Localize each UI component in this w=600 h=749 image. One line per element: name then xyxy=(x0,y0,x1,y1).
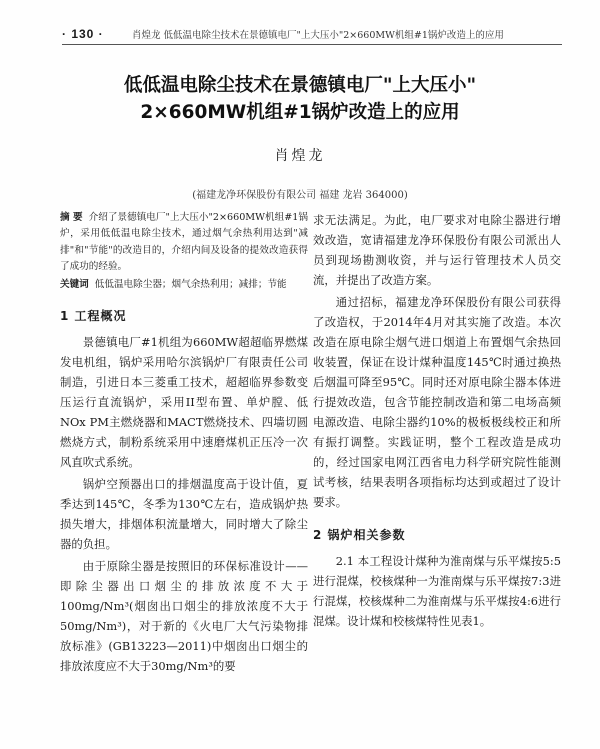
title-block xyxy=(0,72,600,201)
keywords xyxy=(60,277,308,293)
paragraph: 锅炉空预器出口的排烟温度高于设计值，夏季达到145℃，冬季为130℃左右，造成锅炉热损失增大，排烟体积流量增大，同时增大了除尘器的负担。 xyxy=(60,477,308,552)
abstract-label: 摘 要 xyxy=(60,212,83,223)
abstract xyxy=(60,210,308,275)
running-title: 肖煌龙 低低温电除尘技术在景德镇电厂"上大压小"2×660MW机组#1锅炉改造上的应用 xyxy=(132,30,504,41)
right-column xyxy=(313,210,561,631)
section-heading-2: 2 锅炉相关参数 xyxy=(313,528,406,542)
keywords-label: 关键词 xyxy=(60,279,89,291)
author-name: 肖煌龙 xyxy=(274,148,326,164)
paragraph: 景德镇电厂#1机组为660MW超超临界燃煤发电机组，锅炉采用哈尔滨锅炉厂有限责任公司制造，引进日本三菱重工技术，超超临界参数变压运行直流锅炉，采用II型布置、单炉膛、低NOx PM主燃烧器和MACT燃烧技术、四墙切圆燃烧方式，制粉系统采用中速磨煤机正压冷一次风直吹式系统。 xyxy=(60,335,308,470)
paragraph: 通过招标，福建龙净环保股份有限公司获得了改造权，于2014年4月对其实施了改造。本次改造在原电除尘烟气进口烟道上布置烟气余热回收装置，保证在设计煤种温度145℃时通过换热后烟温可降至95℃。同时还对原电除尘器本体进行提效改造，包含节能控制改造和第二电场高频电源改造、电除尘器约10%的极板极线校正和所有振打调整。实践证明，整个工程改造是成功的，经过国家电网江西省电力科学研究院性能测试考核，结果表明各项指标均达到或超过了设计要求。 xyxy=(313,295,561,509)
left-column xyxy=(60,210,308,676)
paper-title-line-2: 2×660MW机组#1锅炉改造上的应用 xyxy=(140,102,460,123)
abstract-text: 介绍了景德镇电厂"上大压小"2×660MW机组#1锅炉，采用低低温电除尘技术，通过烟气余热利用达到"减排"和"节能"的改造目的，介绍内间及设备的提效改造获得了成功的经验。 xyxy=(60,212,309,272)
keywords-text: 低低温电除尘器；烟气余热利用；减排；节能 xyxy=(94,279,287,291)
paragraph: 由于原除尘器是按照旧的环保标准设计——即除尘器出口烟尘的排放浓度不大于100mg/Nm³(烟囱出口烟尘的排放浓度不大于50mg/Nm³)，对于新的《火电厂大气污染物排放标准》(GB13223—2011)中烟囱出口烟尘的排放浓度应不大于30mg/Nm³的要 xyxy=(60,559,308,674)
running-header xyxy=(62,24,562,45)
paragraph-continued: 求无法满足。为此，电厂要求对电除尘器进行增效改造，宽请福建龙净环保股份有限公司派出人员到现场勘测收资，并与运行管理技术人员交流，并提出了改造方案。 xyxy=(313,213,561,287)
paper-title-line-1: 低低温电除尘技术在景德镇电厂"上大压小" xyxy=(123,75,477,96)
paragraph: 2.1 本工程设计煤种为淮南煤与乐平煤按5:5进行混煤，校核煤种一为淮南煤与乐平煤按7:3进行混煤，校核煤种二为淮南煤与乐平煤按4:6进行混煤。设计煤和校核煤特性见表1。 xyxy=(313,554,561,628)
section-heading-1: 1 工程概况 xyxy=(60,309,127,324)
page-number: · 130 · xyxy=(62,27,104,41)
author-affiliation: (福建龙净环保股份有限公司 福建 龙岩 364000) xyxy=(192,190,408,201)
